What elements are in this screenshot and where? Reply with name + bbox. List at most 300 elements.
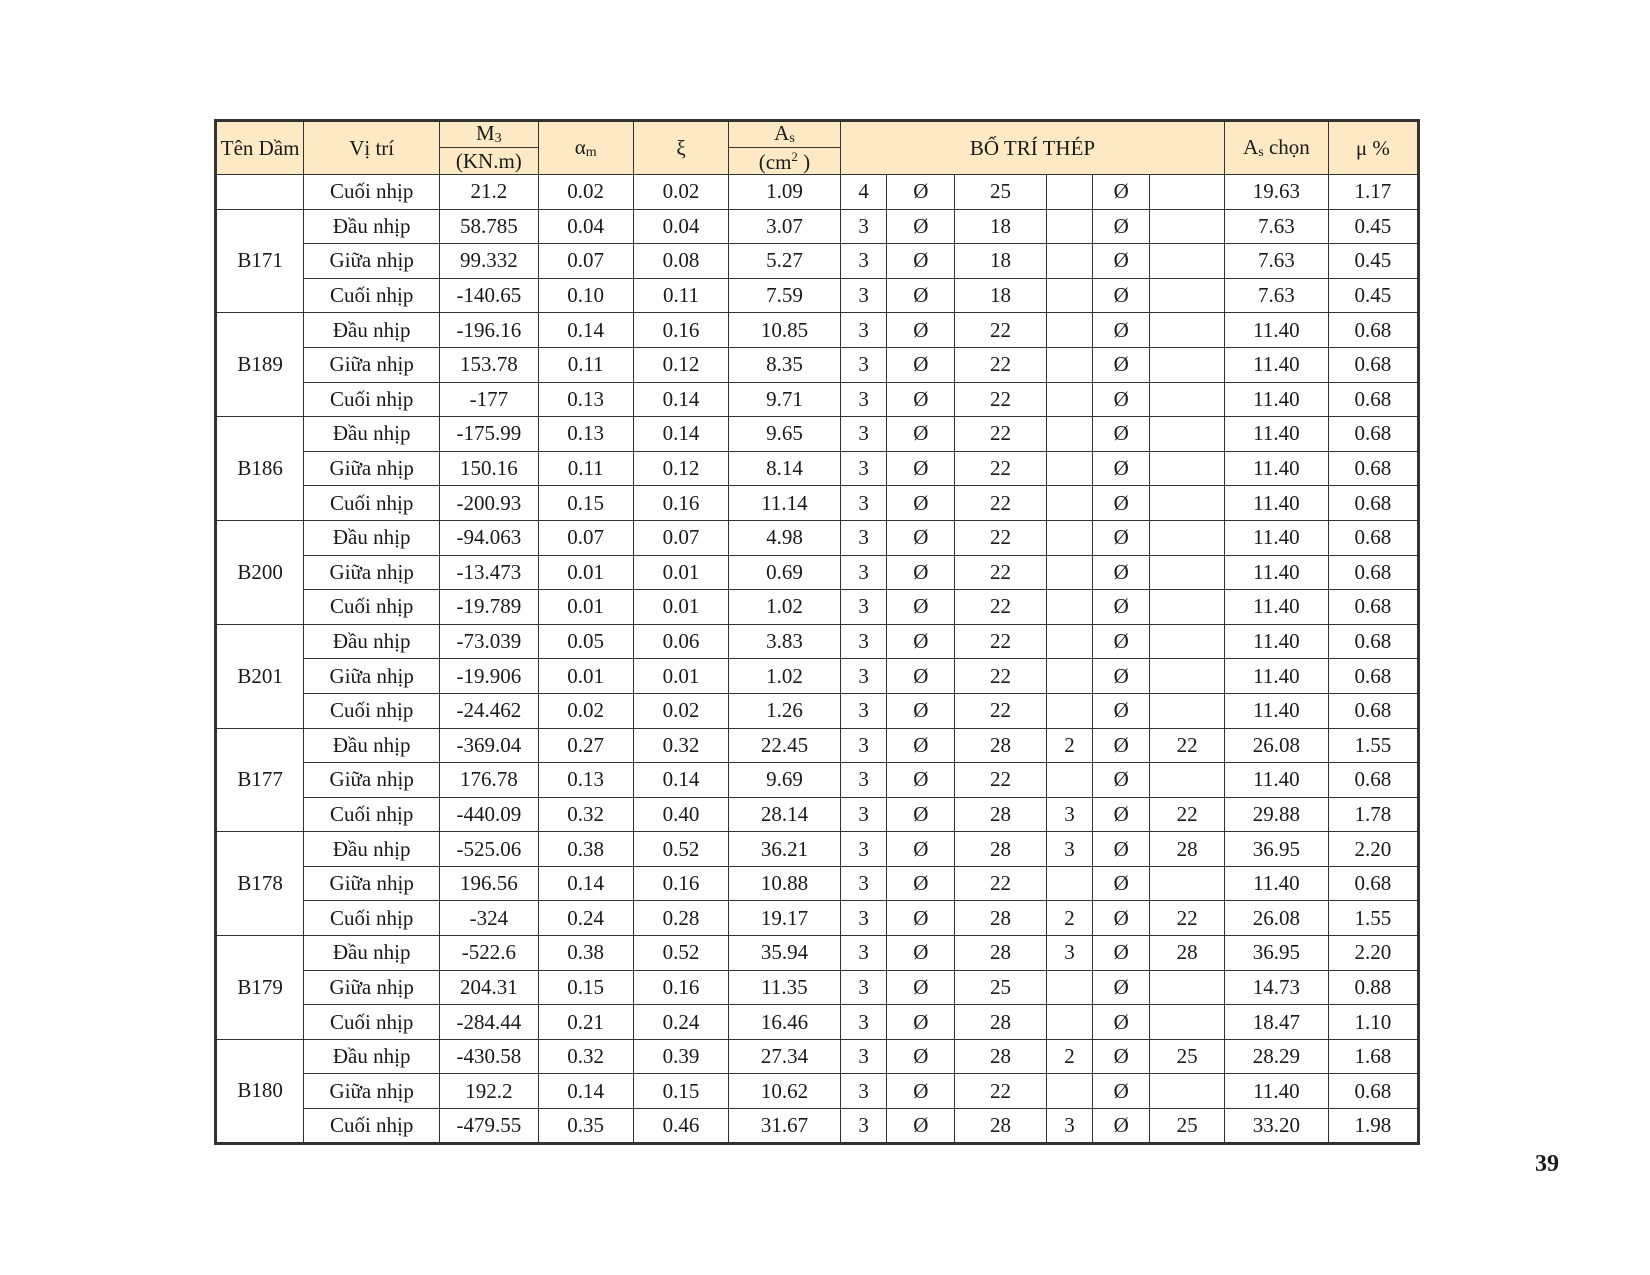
bar-count-1-cell: 3: [840, 901, 887, 936]
bar-diameter-1-cell: 22: [955, 763, 1046, 798]
mu-cell: 1.17: [1328, 175, 1418, 210]
as-cell: 31.67: [729, 1109, 841, 1144]
bar-count-2-cell: [1046, 1074, 1093, 1109]
moment-cell: -73.039: [440, 624, 538, 659]
as-chon-cell: 11.40: [1225, 866, 1328, 901]
beam-name-cell: B200: [216, 520, 304, 624]
bar-count-1-cell: 3: [840, 278, 887, 313]
moment-cell: -175.99: [440, 417, 538, 452]
mu-cell: 0.68: [1328, 347, 1418, 382]
bar-diameter-2-cell: 28: [1150, 832, 1225, 867]
as-cell: 11.14: [729, 486, 841, 521]
bar-diameter-1-cell: 28: [955, 1005, 1046, 1040]
alpha-m-cell: 0.05: [538, 624, 633, 659]
as-cell: 3.83: [729, 624, 841, 659]
moment-cell: -522.6: [440, 936, 538, 971]
alpha-m-cell: 0.07: [538, 244, 633, 279]
diameter-symbol-1-cell: Ø: [887, 624, 955, 659]
diameter-symbol-2-cell: Ø: [1093, 451, 1150, 486]
position-cell: Cuối nhịp: [304, 278, 440, 313]
alpha-m-cell: 0.14: [538, 1074, 633, 1109]
bar-count-2-cell: [1046, 278, 1093, 313]
table-row: [216, 590, 1419, 625]
bar-diameter-1-cell: 22: [955, 451, 1046, 486]
diameter-symbol-2-cell: Ø: [1093, 244, 1150, 279]
bar-count-1-cell: 3: [840, 486, 887, 521]
mu-cell: 1.55: [1328, 728, 1418, 763]
as-cell: 1.26: [729, 693, 841, 728]
as-cell: 16.46: [729, 1005, 841, 1040]
diameter-symbol-2-cell: Ø: [1093, 901, 1150, 936]
xi-cell: 0.01: [633, 659, 728, 694]
mu-cell: 2.20: [1328, 832, 1418, 867]
position-cell: Cuối nhịp: [304, 486, 440, 521]
bar-count-2-cell: [1046, 451, 1093, 486]
moment-cell: -440.09: [440, 797, 538, 832]
bar-diameter-2-cell: [1150, 763, 1225, 798]
as-cell: 9.69: [729, 763, 841, 798]
as-cell: 19.17: [729, 901, 841, 936]
bar-diameter-1-cell: 22: [955, 624, 1046, 659]
bar-diameter-1-cell: 22: [955, 486, 1046, 521]
bar-diameter-2-cell: 28: [1150, 936, 1225, 971]
moment-cell: -19.906: [440, 659, 538, 694]
bar-count-1-cell: 3: [840, 209, 887, 244]
alpha-m-cell: 0.35: [538, 1109, 633, 1144]
bar-diameter-2-cell: [1150, 659, 1225, 694]
diameter-symbol-2-cell: Ø: [1093, 624, 1150, 659]
diameter-symbol-2-cell: Ø: [1093, 1039, 1150, 1074]
bar-count-2-cell: [1046, 763, 1093, 798]
header-mu: μ %: [1328, 121, 1418, 175]
xi-cell: 0.40: [633, 797, 728, 832]
xi-cell: 0.07: [633, 520, 728, 555]
diameter-symbol-2-cell: Ø: [1093, 797, 1150, 832]
header-as-unit-post: ): [797, 149, 811, 174]
bar-count-2-cell: [1046, 175, 1093, 210]
table-row: [216, 417, 1419, 452]
bar-count-1-cell: 3: [840, 936, 887, 971]
diameter-symbol-2-cell: Ø: [1093, 866, 1150, 901]
as-chon-cell: 36.95: [1225, 832, 1328, 867]
table-row: [216, 244, 1419, 279]
mu-cell: 0.68: [1328, 382, 1418, 417]
moment-cell: -140.65: [440, 278, 538, 313]
beam-name-cell: B177: [216, 728, 304, 832]
bar-diameter-2-cell: [1150, 175, 1225, 210]
header-as-main: A: [774, 121, 790, 145]
diameter-symbol-1-cell: Ø: [887, 693, 955, 728]
xi-cell: 0.16: [633, 866, 728, 901]
bar-count-1-cell: 3: [840, 520, 887, 555]
mu-cell: 0.68: [1328, 866, 1418, 901]
as-chon-cell: 11.40: [1225, 417, 1328, 452]
as-chon-cell: 28.29: [1225, 1039, 1328, 1074]
as-chon-cell: 11.40: [1225, 520, 1328, 555]
header-as-chon-post: chọn: [1263, 134, 1310, 159]
diameter-symbol-2-cell: Ø: [1093, 417, 1150, 452]
bar-diameter-2-cell: [1150, 555, 1225, 590]
alpha-m-cell: 0.02: [538, 693, 633, 728]
bar-count-1-cell: 3: [840, 1109, 887, 1144]
table-row: [216, 382, 1419, 417]
bar-diameter-1-cell: 25: [955, 970, 1046, 1005]
moment-cell: 58.785: [440, 209, 538, 244]
as-cell: 35.94: [729, 936, 841, 971]
mu-cell: 0.68: [1328, 693, 1418, 728]
header-m3-sub: 3: [494, 131, 502, 146]
header-as-chon-main: A: [1243, 134, 1259, 159]
table-row: [216, 936, 1419, 971]
header-m3-unit: (KN.m): [440, 148, 538, 175]
moment-cell: 176.78: [440, 763, 538, 798]
bar-count-1-cell: 4: [840, 175, 887, 210]
bar-count-2-cell: [1046, 520, 1093, 555]
table-row: [216, 797, 1419, 832]
mu-cell: 0.68: [1328, 313, 1418, 348]
table-row: [216, 1109, 1419, 1144]
bar-count-1-cell: 3: [840, 347, 887, 382]
xi-cell: 0.32: [633, 728, 728, 763]
xi-cell: 0.06: [633, 624, 728, 659]
as-cell: 9.65: [729, 417, 841, 452]
as-cell: 22.45: [729, 728, 841, 763]
bar-diameter-2-cell: [1150, 347, 1225, 382]
diameter-symbol-1-cell: Ø: [887, 175, 955, 210]
position-cell: Đầu nhịp: [304, 1039, 440, 1074]
diameter-symbol-1-cell: Ø: [887, 417, 955, 452]
as-chon-cell: 36.95: [1225, 936, 1328, 971]
diameter-symbol-1-cell: Ø: [887, 832, 955, 867]
diameter-symbol-1-cell: Ø: [887, 278, 955, 313]
beam-name-cell: B171: [216, 209, 304, 313]
bar-count-2-cell: 3: [1046, 1109, 1093, 1144]
beam-name-cell: B179: [216, 936, 304, 1040]
bar-diameter-1-cell: 22: [955, 555, 1046, 590]
bar-diameter-2-cell: [1150, 1005, 1225, 1040]
bar-count-2-cell: [1046, 866, 1093, 901]
table-row: [216, 901, 1419, 936]
bar-diameter-2-cell: [1150, 693, 1225, 728]
bar-diameter-1-cell: 28: [955, 832, 1046, 867]
diameter-symbol-2-cell: Ø: [1093, 728, 1150, 763]
bar-diameter-1-cell: 22: [955, 1074, 1046, 1109]
diameter-symbol-2-cell: Ø: [1093, 382, 1150, 417]
table-body: [216, 175, 1419, 1144]
bar-count-1-cell: 3: [840, 659, 887, 694]
bar-count-2-cell: [1046, 417, 1093, 452]
as-chon-cell: 14.73: [1225, 970, 1328, 1005]
bar-diameter-1-cell: 22: [955, 866, 1046, 901]
bar-diameter-1-cell: 18: [955, 209, 1046, 244]
xi-cell: 0.02: [633, 693, 728, 728]
alpha-m-cell: 0.38: [538, 936, 633, 971]
diameter-symbol-1-cell: Ø: [887, 520, 955, 555]
bar-diameter-1-cell: 28: [955, 1039, 1046, 1074]
bar-count-1-cell: 3: [840, 417, 887, 452]
as-chon-cell: 11.40: [1225, 451, 1328, 486]
bar-diameter-2-cell: 22: [1150, 901, 1225, 936]
as-cell: 7.59: [729, 278, 841, 313]
mu-cell: 1.78: [1328, 797, 1418, 832]
bar-count-2-cell: 3: [1046, 832, 1093, 867]
diameter-symbol-1-cell: Ø: [887, 382, 955, 417]
xi-cell: 0.14: [633, 763, 728, 798]
as-cell: 10.88: [729, 866, 841, 901]
page-number: 39: [1535, 1151, 1559, 1177]
bar-count-1-cell: 3: [840, 693, 887, 728]
bar-count-2-cell: [1046, 209, 1093, 244]
bar-count-1-cell: 3: [840, 797, 887, 832]
as-cell: 28.14: [729, 797, 841, 832]
as-chon-cell: 11.40: [1225, 590, 1328, 625]
moment-cell: -24.462: [440, 693, 538, 728]
bar-count-2-cell: [1046, 382, 1093, 417]
alpha-m-cell: 0.01: [538, 590, 633, 625]
bar-count-1-cell: 3: [840, 382, 887, 417]
bar-diameter-1-cell: 28: [955, 728, 1046, 763]
alpha-m-cell: 0.15: [538, 970, 633, 1005]
bar-count-2-cell: 3: [1046, 936, 1093, 971]
as-cell: 5.27: [729, 244, 841, 279]
as-chon-cell: 11.40: [1225, 347, 1328, 382]
xi-cell: 0.52: [633, 832, 728, 867]
position-cell: Giữa nhịp: [304, 970, 440, 1005]
diameter-symbol-1-cell: Ø: [887, 209, 955, 244]
position-cell: Đầu nhịp: [304, 209, 440, 244]
moment-cell: -525.06: [440, 832, 538, 867]
as-cell: 10.85: [729, 313, 841, 348]
position-cell: Cuối nhịp: [304, 590, 440, 625]
bar-count-2-cell: [1046, 244, 1093, 279]
as-chon-cell: 11.40: [1225, 1074, 1328, 1109]
bar-count-1-cell: 3: [840, 1005, 887, 1040]
bar-diameter-2-cell: 22: [1150, 728, 1225, 763]
as-cell: 10.62: [729, 1074, 841, 1109]
table-row: [216, 1039, 1419, 1074]
position-cell: Đầu nhịp: [304, 936, 440, 971]
xi-cell: 0.15: [633, 1074, 728, 1109]
diameter-symbol-1-cell: Ø: [887, 970, 955, 1005]
header-as-unit-pre: (cm: [758, 149, 792, 174]
bar-count-2-cell: 2: [1046, 1039, 1093, 1074]
as-chon-cell: 11.40: [1225, 659, 1328, 694]
mu-cell: 0.68: [1328, 486, 1418, 521]
mu-cell: 0.68: [1328, 555, 1418, 590]
diameter-symbol-2-cell: Ø: [1093, 1074, 1150, 1109]
position-cell: Giữa nhịp: [304, 244, 440, 279]
moment-cell: -479.55: [440, 1109, 538, 1144]
moment-cell: -284.44: [440, 1005, 538, 1040]
as-cell: 1.02: [729, 590, 841, 625]
table-row: [216, 486, 1419, 521]
header-xi: ξ: [633, 121, 728, 175]
bar-diameter-2-cell: [1150, 244, 1225, 279]
table-row: [216, 970, 1419, 1005]
as-chon-cell: 33.20: [1225, 1109, 1328, 1144]
position-cell: Giữa nhịp: [304, 347, 440, 382]
alpha-m-cell: 0.13: [538, 417, 633, 452]
position-cell: Cuối nhịp: [304, 901, 440, 936]
position-cell: Giữa nhịp: [304, 1074, 440, 1109]
diameter-symbol-2-cell: Ø: [1093, 555, 1150, 590]
as-chon-cell: 7.63: [1225, 244, 1328, 279]
bar-count-2-cell: [1046, 555, 1093, 590]
table-row: [216, 451, 1419, 486]
mu-cell: 0.68: [1328, 763, 1418, 798]
bar-count-2-cell: [1046, 590, 1093, 625]
mu-cell: 0.68: [1328, 520, 1418, 555]
as-chon-cell: 11.40: [1225, 763, 1328, 798]
bar-count-2-cell: [1046, 313, 1093, 348]
bar-diameter-2-cell: [1150, 590, 1225, 625]
diameter-symbol-1-cell: Ø: [887, 659, 955, 694]
xi-cell: 0.01: [633, 590, 728, 625]
position-cell: Đầu nhịp: [304, 417, 440, 452]
header-as-chon: [1225, 121, 1328, 175]
bar-diameter-1-cell: 18: [955, 244, 1046, 279]
header-vi-tri: Vị trí: [304, 121, 440, 175]
header-ten-dam: Tên Dầm: [216, 121, 304, 175]
mu-cell: 1.55: [1328, 901, 1418, 936]
table-row: [216, 1005, 1419, 1040]
mu-cell: 1.68: [1328, 1039, 1418, 1074]
as-cell: 11.35: [729, 970, 841, 1005]
bar-diameter-2-cell: [1150, 382, 1225, 417]
bar-diameter-1-cell: 22: [955, 313, 1046, 348]
bar-count-2-cell: [1046, 659, 1093, 694]
table-row: [216, 624, 1419, 659]
bar-count-2-cell: [1046, 347, 1093, 382]
header-m3: [440, 121, 538, 148]
diameter-symbol-1-cell: Ø: [887, 901, 955, 936]
position-cell: Đầu nhịp: [304, 832, 440, 867]
bar-count-1-cell: 3: [840, 832, 887, 867]
bar-count-2-cell: 2: [1046, 901, 1093, 936]
diameter-symbol-2-cell: Ø: [1093, 1109, 1150, 1144]
position-cell: Giữa nhịp: [304, 866, 440, 901]
as-cell: 1.09: [729, 175, 841, 210]
diameter-symbol-1-cell: Ø: [887, 486, 955, 521]
moment-cell: 196.56: [440, 866, 538, 901]
xi-cell: 0.16: [633, 970, 728, 1005]
beam-name-cell: [216, 175, 304, 210]
as-chon-cell: 11.40: [1225, 555, 1328, 590]
as-chon-cell: 11.40: [1225, 624, 1328, 659]
alpha-m-cell: 0.01: [538, 659, 633, 694]
alpha-m-cell: 0.02: [538, 175, 633, 210]
diameter-symbol-2-cell: Ø: [1093, 520, 1150, 555]
position-cell: Cuối nhịp: [304, 693, 440, 728]
alpha-m-cell: 0.04: [538, 209, 633, 244]
position-cell: Giữa nhịp: [304, 451, 440, 486]
xi-cell: 0.12: [633, 451, 728, 486]
position-cell: Giữa nhịp: [304, 763, 440, 798]
table-row: [216, 728, 1419, 763]
diameter-symbol-2-cell: Ø: [1093, 1005, 1150, 1040]
as-cell: 8.14: [729, 451, 841, 486]
bar-count-1-cell: 3: [840, 555, 887, 590]
table-row: [216, 1074, 1419, 1109]
bar-count-1-cell: 3: [840, 624, 887, 659]
bar-count-2-cell: [1046, 970, 1093, 1005]
diameter-symbol-2-cell: Ø: [1093, 693, 1150, 728]
bar-diameter-2-cell: 25: [1150, 1109, 1225, 1144]
bar-diameter-2-cell: 25: [1150, 1039, 1225, 1074]
alpha-m-cell: 0.10: [538, 278, 633, 313]
mu-cell: 0.88: [1328, 970, 1418, 1005]
alpha-m-cell: 0.13: [538, 382, 633, 417]
alpha-m-cell: 0.13: [538, 763, 633, 798]
bar-diameter-1-cell: 22: [955, 590, 1046, 625]
moment-cell: -196.16: [440, 313, 538, 348]
position-cell: Cuối nhịp: [304, 382, 440, 417]
table-row: [216, 175, 1419, 210]
table-row: [216, 520, 1419, 555]
as-cell: 3.07: [729, 209, 841, 244]
bar-count-1-cell: 3: [840, 728, 887, 763]
mu-cell: 1.98: [1328, 1109, 1418, 1144]
diameter-symbol-2-cell: Ø: [1093, 659, 1150, 694]
as-cell: 9.71: [729, 382, 841, 417]
bar-count-2-cell: 3: [1046, 797, 1093, 832]
bar-diameter-1-cell: 22: [955, 659, 1046, 694]
bar-diameter-1-cell: 28: [955, 936, 1046, 971]
xi-cell: 0.46: [633, 1109, 728, 1144]
bar-diameter-1-cell: 18: [955, 278, 1046, 313]
xi-cell: 0.08: [633, 244, 728, 279]
bar-count-2-cell: [1046, 693, 1093, 728]
bar-diameter-1-cell: 28: [955, 1109, 1046, 1144]
diameter-symbol-1-cell: Ø: [887, 590, 955, 625]
xi-cell: 0.52: [633, 936, 728, 971]
as-chon-cell: 7.63: [1225, 209, 1328, 244]
bar-diameter-2-cell: [1150, 1074, 1225, 1109]
table-row: [216, 347, 1419, 382]
as-chon-cell: 26.08: [1225, 728, 1328, 763]
diameter-symbol-1-cell: Ø: [887, 728, 955, 763]
xi-cell: 0.28: [633, 901, 728, 936]
diameter-symbol-2-cell: Ø: [1093, 347, 1150, 382]
diameter-symbol-1-cell: Ø: [887, 866, 955, 901]
bar-diameter-2-cell: [1150, 313, 1225, 348]
xi-cell: 0.02: [633, 175, 728, 210]
mu-cell: 0.45: [1328, 209, 1418, 244]
mu-cell: 0.68: [1328, 659, 1418, 694]
bar-diameter-2-cell: 22: [1150, 797, 1225, 832]
bar-diameter-1-cell: 22: [955, 382, 1046, 417]
beam-name-cell: B186: [216, 417, 304, 521]
position-cell: Đầu nhịp: [304, 728, 440, 763]
moment-cell: 21.2: [440, 175, 538, 210]
moment-cell: 204.31: [440, 970, 538, 1005]
as-cell: 1.02: [729, 659, 841, 694]
position-cell: Cuối nhịp: [304, 175, 440, 210]
bar-diameter-2-cell: [1150, 417, 1225, 452]
table-row: [216, 659, 1419, 694]
diameter-symbol-2-cell: Ø: [1093, 209, 1150, 244]
bar-diameter-2-cell: [1150, 486, 1225, 521]
bar-diameter-2-cell: [1150, 209, 1225, 244]
beam-name-cell: B180: [216, 1039, 304, 1143]
diameter-symbol-2-cell: Ø: [1093, 590, 1150, 625]
mu-cell: 0.68: [1328, 1074, 1418, 1109]
bar-diameter-1-cell: 25: [955, 175, 1046, 210]
moment-cell: -13.473: [440, 555, 538, 590]
alpha-m-cell: 0.15: [538, 486, 633, 521]
bar-count-1-cell: 3: [840, 1074, 887, 1109]
position-cell: Đầu nhịp: [304, 624, 440, 659]
